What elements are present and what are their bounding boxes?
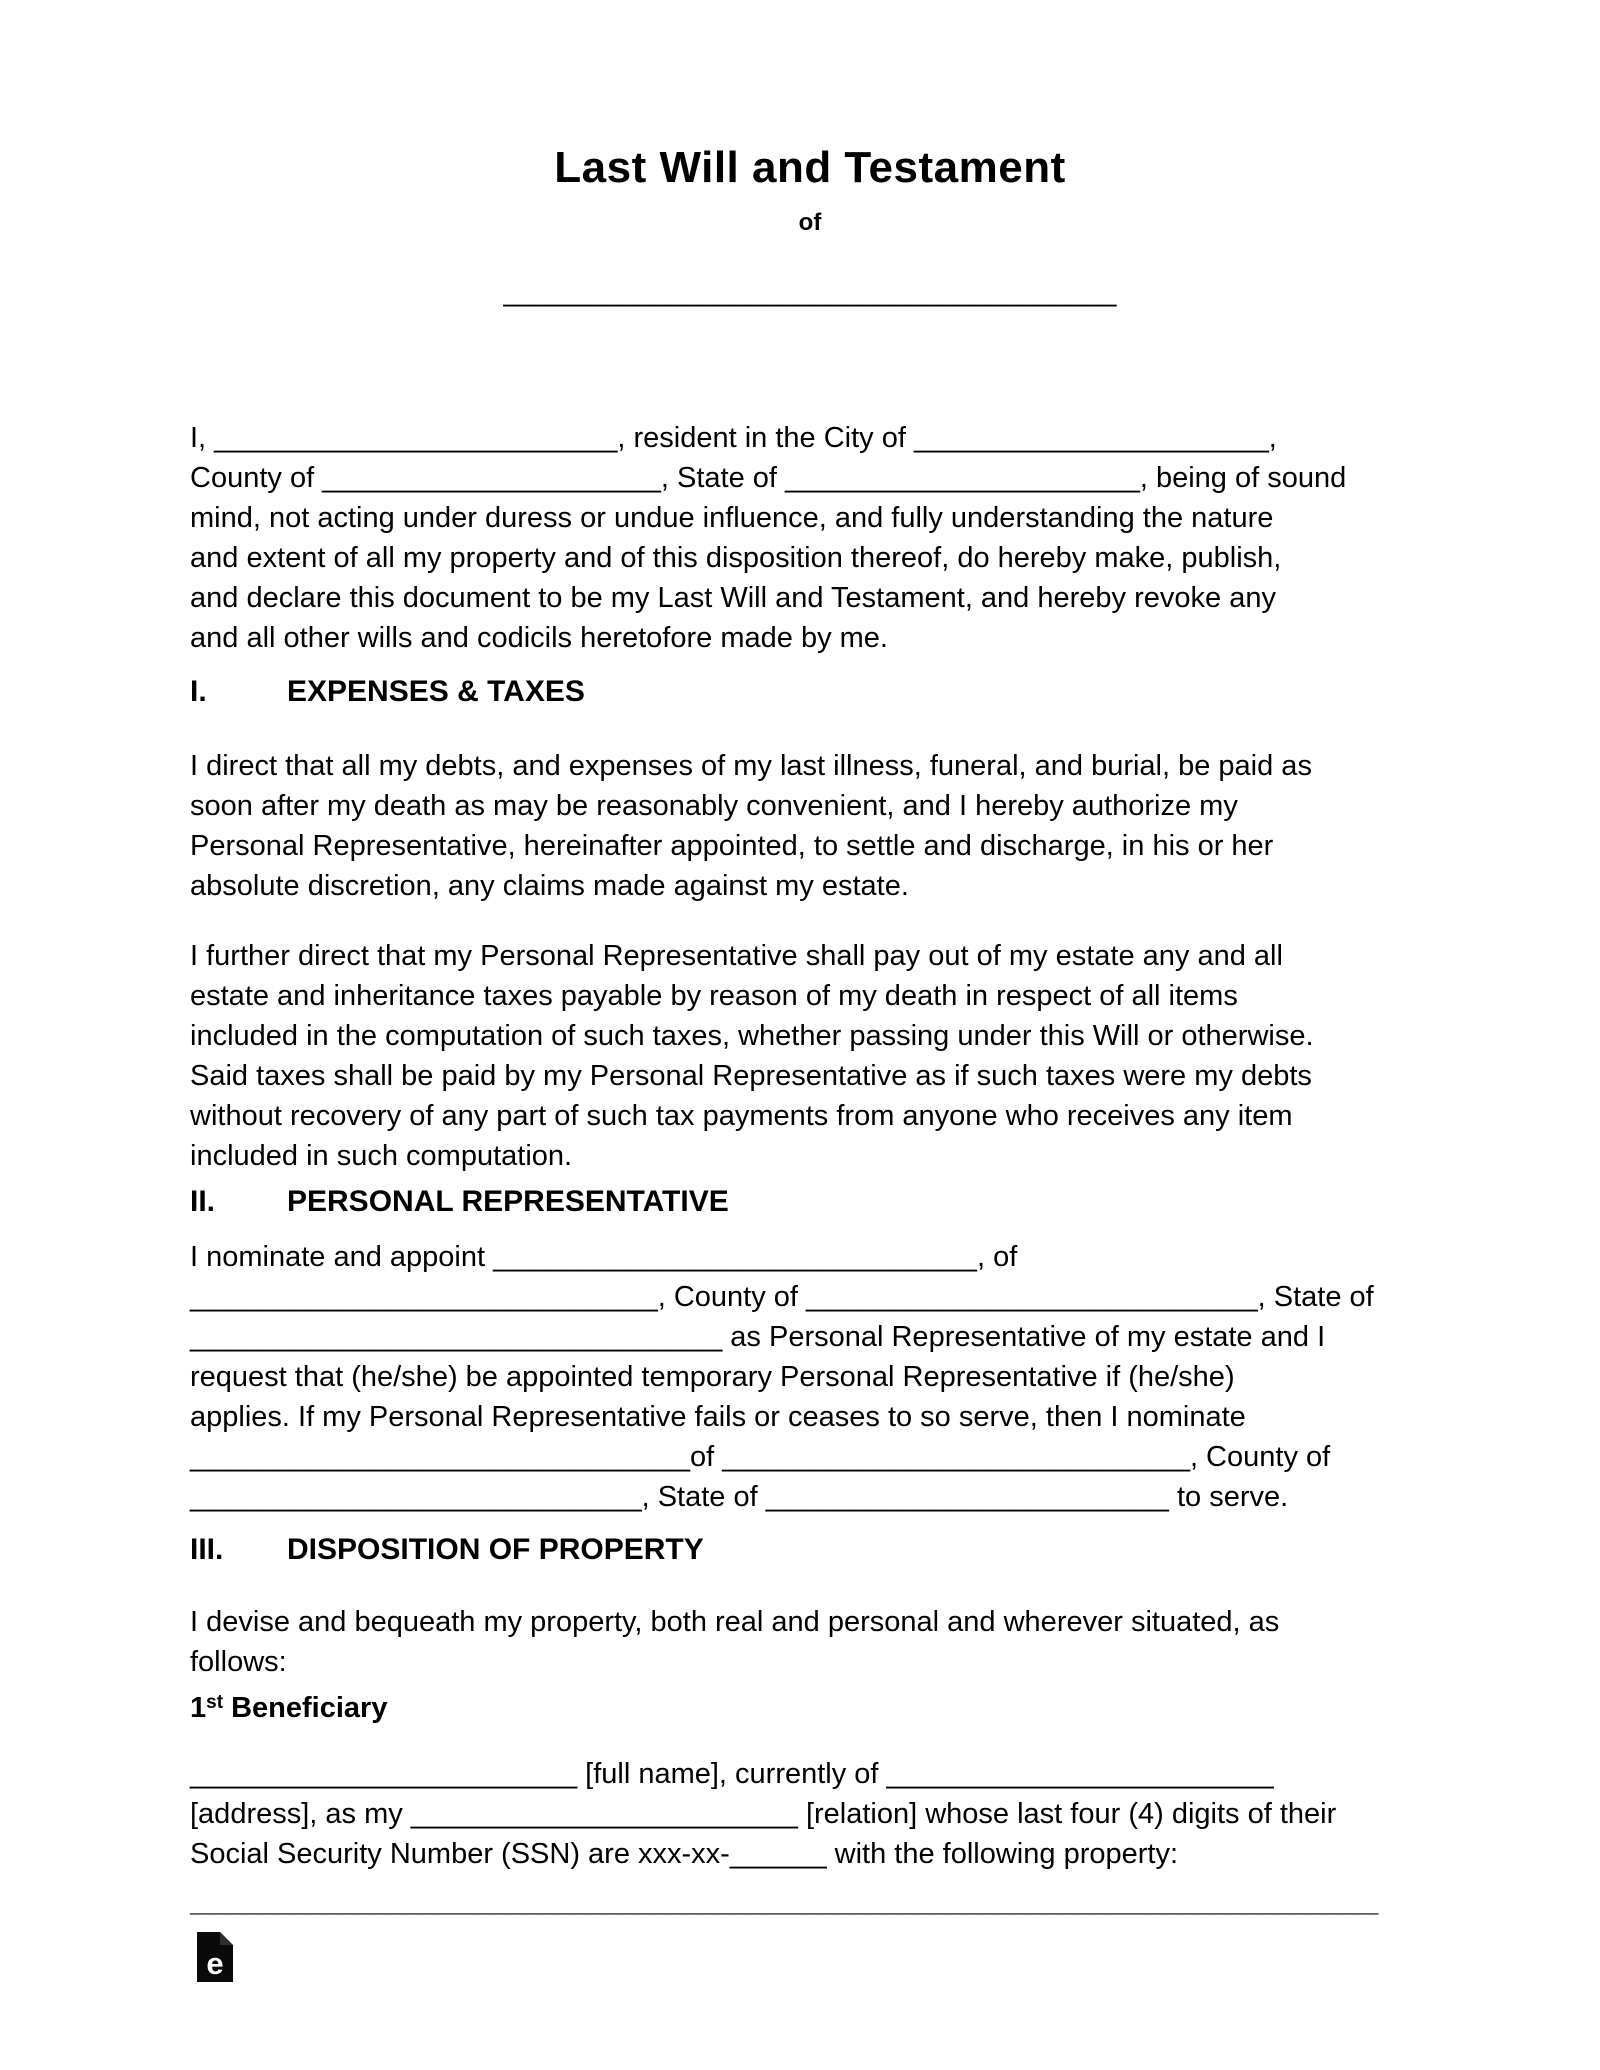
body-line: without recovery of any part of such tax payments from anyone who receives any item [190,1100,1293,1132]
section-title: PERSONAL REPRESENTATIVE [287,1185,729,1218]
intro-paragraph [190,418,1430,658]
body-line: Personal Representative, hereinafter appointed, to settle and discharge, in his or her [190,830,1274,862]
body-line: ________________________ [full name], currently of ________________________ [190,1758,1274,1790]
intro-line: and extent of all my property and of this disposition thereof, do hereby make, publish, [190,542,1282,574]
personal-representative-paragraph [190,1237,1430,1517]
body-line: soon after my death as may be reasonably convenient, and I hereby authorize my [190,790,1238,822]
testator-name-blank: ______________________________________ [503,276,1117,308]
body-line: absolute discretion, any claims made against my estate. [190,870,909,902]
section-number: I. [190,675,207,708]
body-line: follows: [190,1646,287,1678]
section-heading-expenses-taxes [190,674,1430,710]
body-line: _____________________________, County of ____________________________, State of [190,1281,1374,1313]
intro-line: County of _____________________, State of ______________________, being of sound [190,462,1347,494]
body-line: included in the computation of such taxes, whether passing under this Will or otherwise. [190,1020,1314,1052]
first-beneficiary-paragraph [190,1754,1430,1874]
document-title: Last Will and Testament [554,143,1066,192]
first-beneficiary-label [190,1688,1430,1732]
intro-line: I, _________________________, resident in the City of ______________________, [190,422,1277,454]
eforms-logo [197,1932,233,1982]
body-line: estate and inheritance taxes payable by reason of my death in respect of all items [190,980,1238,1012]
body-line: _______________________________of _____________________________, County of [190,1441,1331,1473]
body-line: I nominate and appoint ______________________________, of [190,1241,1018,1273]
intro-line: and declare this document to be my Last Will and Testament, and hereby revoke any [190,582,1276,614]
disposition-paragraph [190,1602,1430,1682]
eforms-logo-letter: e [206,1946,224,1981]
expenses-paragraph-2 [190,936,1430,1176]
document-subtitle: of [798,209,822,236]
section-number: III. [190,1533,224,1566]
expenses-paragraph-1 [190,746,1430,906]
body-line: [address], as my ________________________ [relation] whose last four (4) digits of their [190,1798,1337,1830]
body-line: Social Security Number (SSN) are xxx-xx-______ with the following property: [190,1838,1179,1870]
intro-line: and all other wills and codicils heretofore made by me. [190,622,888,654]
beneficiary-label-text: Beneficiary [223,1692,388,1724]
body-line: _________________________________ as Personal Representative of my estate and I [190,1321,1326,1353]
body-line: I devise and bequeath my property, both real and personal and wherever situated, as [190,1606,1280,1638]
body-line: I further direct that my Personal Representative shall pay out of my estate any and all [190,940,1283,972]
section-heading-disposition-of-property [190,1532,1430,1568]
section-heading-personal-representative [190,1184,1430,1220]
section-title: EXPENSES & TAXES [287,675,585,708]
body-line: ____________________________, State of _________________________ to serve. [190,1481,1289,1513]
body-line: request that (he/she) be appointed temporary Personal Representative if (he/she) [190,1361,1235,1393]
section-title: DISPOSITION OF PROPERTY [287,1533,704,1566]
body-line: I direct that all my debts, and expenses of my last illness, funeral, and burial, be paid as [190,750,1312,782]
body-line: applies. If my Personal Representative fails or ceases to so serve, then I nominate [190,1401,1246,1433]
body-line: included in such computation. [190,1140,573,1172]
document-content [0,142,1600,1982]
body-line: Said taxes shall be paid by my Personal Representative as if such taxes were my debts [190,1060,1312,1092]
footer-rule-line: ____________________________________________________________________________ [190,1886,1378,1918]
intro-line: mind, not acting under duress or undue influence, and fully understanding the nature [190,502,1274,534]
beneficiary-ordinal-number: 1 [190,1692,207,1724]
beneficiary-ordinal-suffix: st [206,1692,224,1713]
section-number: II. [190,1185,216,1218]
